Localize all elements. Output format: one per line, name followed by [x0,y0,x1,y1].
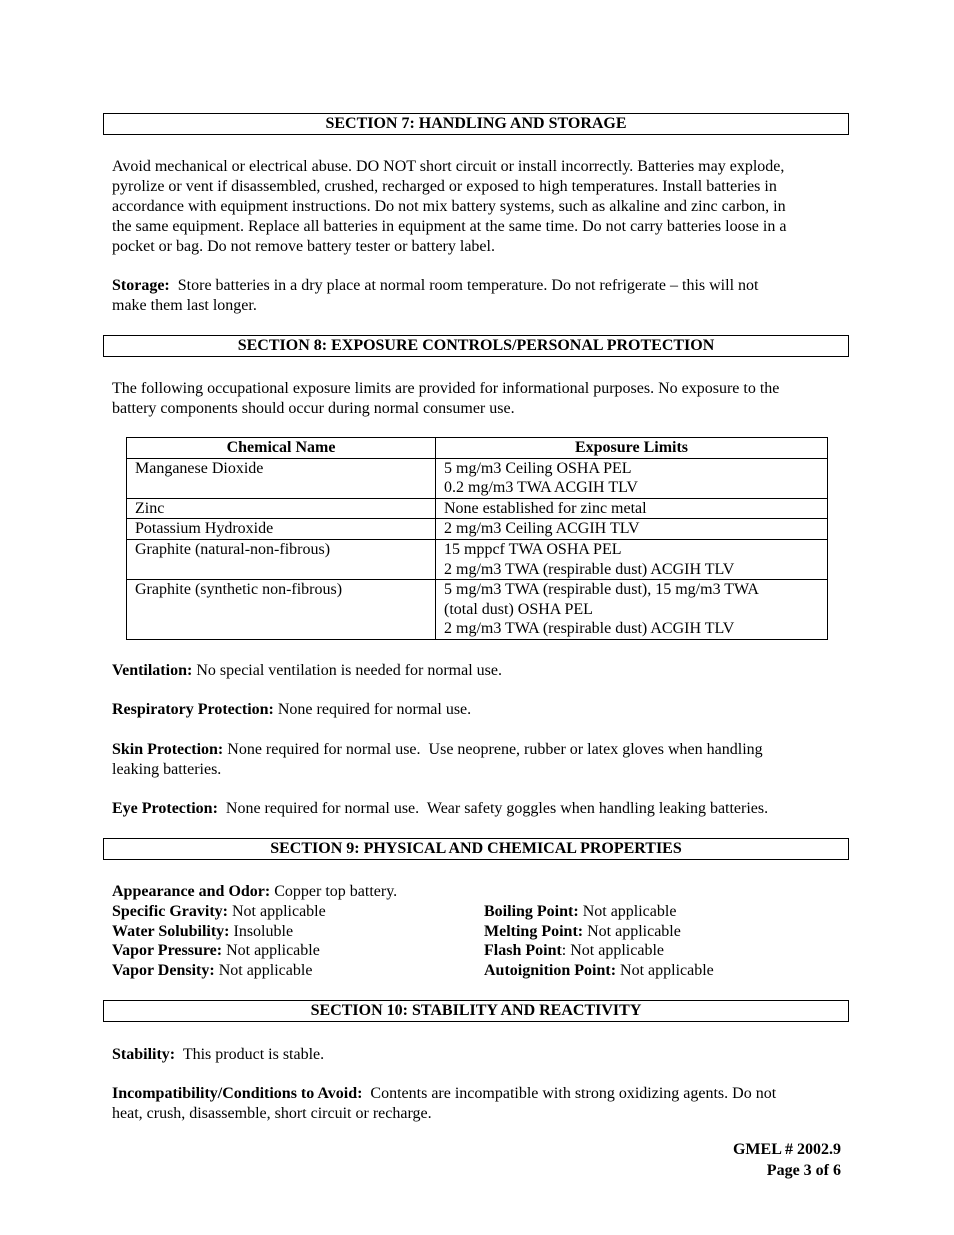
property-value: Not applicable [616,962,714,979]
property-value: Not applicable [583,923,681,940]
exposure-limits-cell [436,519,828,540]
section-8-heading: SECTION 8: EXPOSURE CONTROLS/PERSONAL PROTECTION [103,335,849,357]
property-value: : Not applicable [561,942,664,959]
exposure-limits-table [126,437,828,640]
column-header-exposure-limits: Exposure Limits [436,438,828,459]
property-label: Boiling Point: [484,903,579,920]
section-10-heading: SECTION 10: STABILITY AND REACTIVITY [103,1000,849,1022]
ventilation-paragraph [112,661,502,681]
chemical-name-cell: Potassium Hydroxide [127,519,436,540]
property-item [484,902,676,922]
section-7-paragraph-line: Avoid mechanical or electrical abuse. DO NOT short circuit or install incorrectly. Batteries may explode, [112,158,785,175]
property-label: Autoignition Point: [484,962,617,979]
respiratory-text: None required for normal use. [273,701,472,718]
property-label: Melting Point: [484,923,584,940]
limit-line: None established for zinc metal [444,499,647,517]
exposure-limits-cell [436,498,828,519]
section-7-paragraph-line: accordance with equipment instructions. Do not mix battery systems, such as alkaline and zinc carbon, in [112,198,786,215]
skin-paragraph [112,740,763,760]
limit-line: 0.2 mg/m3 TWA ACGIH TLV [444,479,638,497]
property-value: Not applicable [227,903,326,920]
limit-line: 5 mg/m3 TWA (respirable dust), 15 mg/m3 TWA [444,581,759,599]
chemical-name-cell: Graphite (synthetic non-fibrous) [127,580,436,640]
property-item [112,902,326,922]
exposure-limits-cell [436,580,828,640]
section-8-intro-line1: The following occupational exposure limits are provided for informational purposes. No exposure to the [112,380,780,397]
eye-paragraph [112,799,768,819]
eye-label: Eye Protection: [112,800,218,817]
table-row [127,580,828,640]
property-value: Not applicable [214,962,313,979]
property-label: Vapor Pressure: [112,942,223,959]
limit-line: 2 mg/m3 TWA (respirable dust) ACGIH TLV [444,620,735,638]
appearance-label: Appearance and Odor: [112,883,271,900]
limit-line: 5 mg/m3 Ceiling OSHA PEL [444,459,632,477]
table-header-row [127,438,828,459]
stability-text: This product is stable. [175,1046,325,1063]
stability-label: Stability: [112,1046,176,1063]
section-9-heading: SECTION 9: PHYSICAL AND CHEMICAL PROPERTIES [103,838,849,860]
incompatibility-text-line2: heat, crush, disassemble, short circuit or recharge. [112,1105,432,1122]
table-row [127,498,828,519]
incompatibility-label: Incompatibility/Conditions to Avoid: [112,1085,363,1102]
section-8-intro-line2: battery components should occur during normal consumer use. [112,400,515,417]
respiratory-label: Respiratory Protection: [112,701,274,718]
table-row [127,458,828,498]
page-number: Page 3 of 6 [766,1162,841,1179]
storage-paragraph [112,276,758,296]
property-item [484,922,681,942]
eye-text: None required for normal use. Wear safety goggles when handling leaking batteries. [217,800,769,817]
column-header-chemical-name: Chemical Name [127,438,436,459]
property-label: Water Solubility: [112,923,230,940]
property-value: Not applicable [222,942,320,959]
skin-text-line2: leaking batteries. [112,761,222,778]
storage-text-line2: make them last longer. [112,297,257,314]
property-item [112,941,320,961]
property-item [112,922,293,942]
property-value: Not applicable [578,903,677,920]
appearance-value: Copper top battery. [270,883,398,900]
limit-line: (total dust) OSHA PEL [444,600,593,618]
property-label: Vapor Density: [112,962,215,979]
limit-line: 2 mg/m3 Ceiling ACGIH TLV [444,520,640,538]
exposure-limits-cell [436,458,828,498]
respiratory-paragraph [112,700,471,720]
section-7-paragraph-line: the same equipment. Replace all batteries in equipment at the same time. Do not carry batteries loose in a [112,218,787,235]
table-row [127,539,828,579]
page-footer [733,1139,841,1181]
property-label: Flash Point [484,942,562,959]
ventilation-label: Ventilation: [112,662,193,679]
stability-paragraph [112,1045,324,1065]
section-7-paragraph-line: pyrolize or vent if disassembled, crushed, recharged or exposed to high temperatures. Install batteries in [112,178,777,195]
table-row [127,519,828,540]
section-7-paragraph-line: pocket or bag. Do not remove battery tester or battery label. [112,238,495,255]
chemical-name-cell: Manganese Dioxide [127,458,436,498]
skin-label: Skin Protection: [112,741,224,758]
property-label: Specific Gravity: [112,903,228,920]
property-item [484,941,664,961]
skin-text: None required for normal use. Use neoprene, rubber or latex gloves when handling [223,741,763,758]
appearance-line [112,882,397,902]
limit-line: 2 mg/m3 TWA (respirable dust) ACGIH TLV [444,560,735,578]
section-7-heading: SECTION 7: HANDLING AND STORAGE [103,113,849,135]
limit-line: 15 mppcf TWA OSHA PEL [444,540,622,558]
property-item [112,961,312,981]
incompatibility-text: Contents are incompatible with strong oxidizing agents. Do not [362,1085,777,1102]
property-item [484,961,714,981]
document-number: GMEL # 2002.9 [732,1141,841,1158]
chemical-name-cell: Graphite (natural-non-fibrous) [127,539,436,579]
storage-label: Storage: [112,277,170,294]
storage-text: Store batteries in a dry place at normal room temperature. Do not refrigerate – this will not [169,277,759,294]
chemical-name-cell: Zinc [127,498,436,519]
incompatibility-paragraph [112,1084,776,1104]
property-value: Insoluble [229,923,294,940]
exposure-limits-cell [436,539,828,579]
ventilation-text: No special ventilation is needed for normal use. [192,662,502,679]
